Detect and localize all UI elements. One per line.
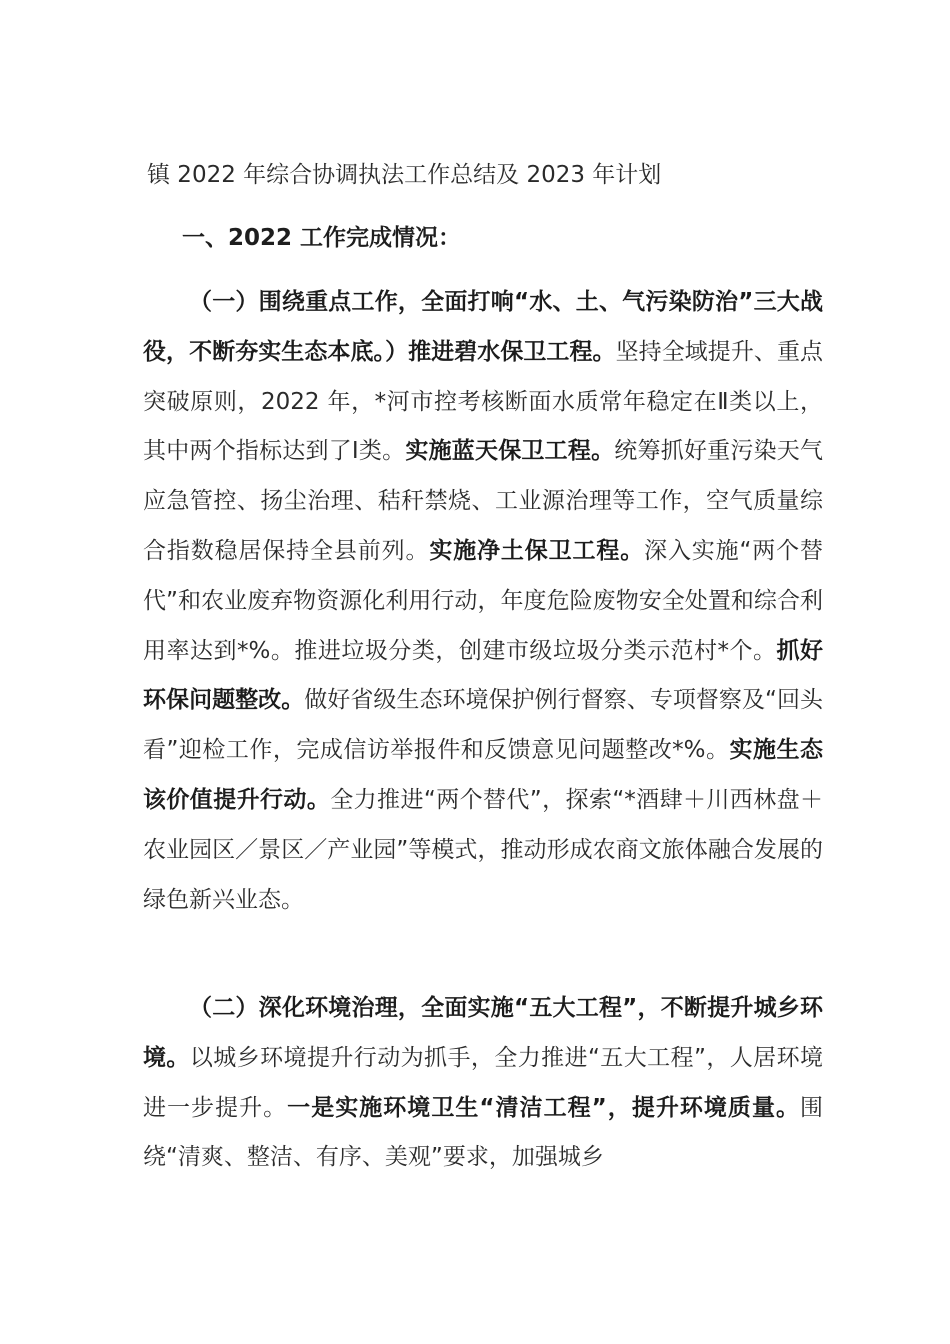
paragraph-1-run: 统筹抓好重污染天气应急管控、扬尘治理、秸秆禁烧、工业源治理等工作，空气质量综合指数稳居保持全县前列。: [143, 438, 824, 564]
paragraph-1-run: 实施净土保卫工程。: [429, 537, 645, 564]
paragraph-1-run: 实施蓝天保卫工程。: [405, 438, 615, 465]
paragraph-2-run: （二）深化环境治理，全面实施“五大工程”，不断提升城乡环境。: [143, 995, 823, 1071]
paragraph-1-run: 做好省级生态环境保护例行督察、专项督察及“回头看”迎检工作，完成信访举报件和反馈意见问题整改*%。: [143, 687, 823, 764]
paragraph-1-run: 实施生态该价值提升行动。: [143, 737, 824, 813]
paragraph-2: [143, 984, 823, 1183]
paragraph-1-run: 深入实施“两个替代”和农业废弃物资源化利用行动，年度危险废物安全处置和综合利用率达到*%。推进垃圾分类，创建市级垃圾分类示范村*个。: [143, 537, 824, 664]
section-heading: 一、2022 工作完成情况：: [182, 225, 462, 251]
paragraph-2-run: 一是实施环境卫生“清洁工程”，提升环境质量。: [287, 1094, 801, 1121]
paragraph-2-run: 围绕“清爽、整洁、有序、美观”要求，加强城乡: [143, 1094, 824, 1171]
paragraph-1-run: 全力推进“两个替代”，探索“*酒肆＋川西林盘＋农业园区／景区／产业园”等模式，推动形成农商文旅体融合发展的绿色新兴业态。: [143, 786, 824, 913]
document-title: 镇 2022 年综合协调执法工作总结及 2023 年计划: [147, 162, 662, 188]
paragraph-2-run: 以城乡环境提升行动为抓手，全力推进“五大工程”，人居环境进一步提升。: [143, 1044, 823, 1121]
paragraph-1-run: 抓好环保问题整改。: [143, 637, 824, 714]
paragraph-1: [143, 278, 823, 925]
paragraph-1-run: （一）围绕重点工作，全面打响“水、土、气污染防治”三大战役，不断夯实生态本底。）推进碧水保卫工程。: [143, 289, 823, 365]
paragraph-1-run: 坚持全域提升、重点突破原则，2022 年，*河市控考核断面水质常年稳定在Ⅱ类以上，其中两个指标达到了Ⅰ类。: [143, 338, 824, 465]
